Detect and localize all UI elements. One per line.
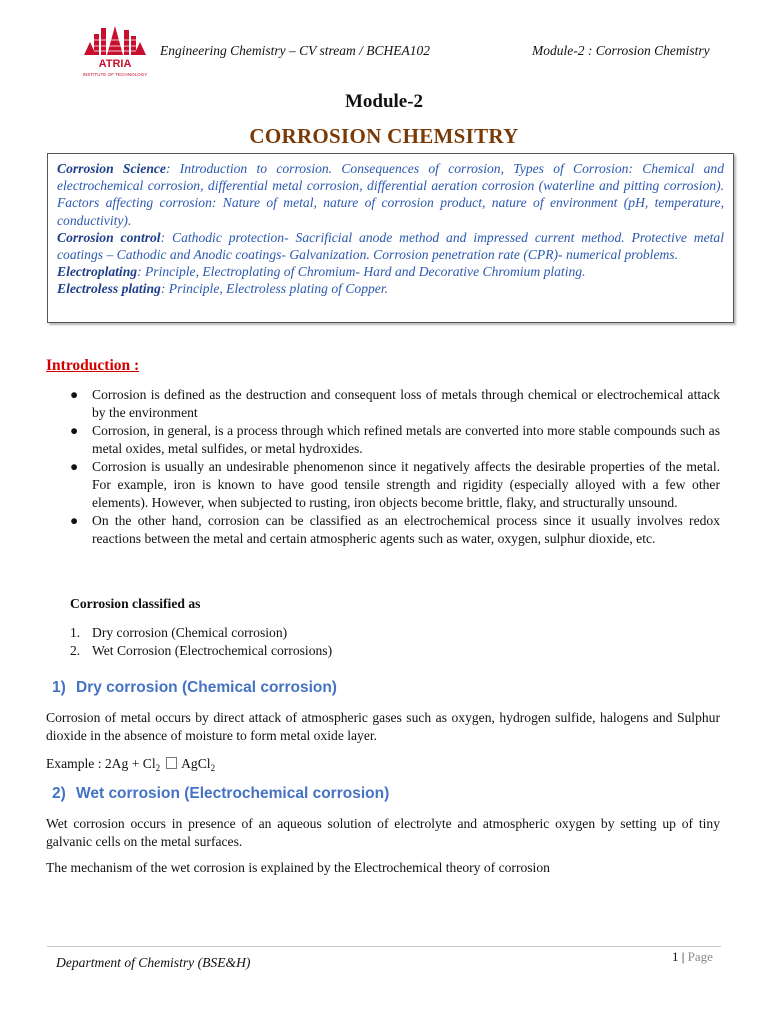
example-label: Example : 2Ag + Cl <box>46 756 156 771</box>
syllabus-corrosion-control <box>57 229 724 263</box>
page-number: 1 <box>672 949 679 964</box>
page-separator: | <box>681 949 685 964</box>
reaction-arrow-icon <box>166 757 177 769</box>
list-number: 2. <box>70 643 81 658</box>
wet-corrosion-mechanism: The mechanism of the wet corrosion is explained by the Electrochemical theory of corrosion <box>46 860 550 875</box>
introduction-heading: Introduction : <box>46 357 140 374</box>
page-title: CORROSION CHEMSITRY <box>249 124 519 148</box>
bullet-icon: ● <box>70 423 79 438</box>
list-item <box>70 512 720 548</box>
wet-corrosion-heading <box>52 785 389 803</box>
logo-wordmark: ATRIA <box>98 58 132 70</box>
logo-subtext: INSTITUTE OF TECHNOLOGY <box>82 72 148 77</box>
bullet-text: Corrosion is defined as the destruction and consequent loss of metals through chemical or electrochemical attack by the environment <box>92 387 720 420</box>
syllabus-text: : Cathodic protection- Sacrificial anode method and impressed current method. Protective metal coatings – Cathodic and Anodic coatings- Galvanization. Corrosion penetration rate (CPR)- numerical problems. <box>57 229 724 263</box>
atria-logo <box>80 20 150 80</box>
section-number: 2) <box>52 785 66 802</box>
subscript: 2 <box>210 763 216 773</box>
module-label: Module-2 <box>344 91 424 112</box>
footer-page-number <box>672 949 713 965</box>
syllabus-label: Electroplating <box>57 264 138 280</box>
syllabus-text: : Principle, Electroless plating of Copper. <box>160 281 389 297</box>
subscript: 2 <box>155 763 161 773</box>
bullet-text: On the other hand, corrosion can be classified as an electrochemical process since it usually involves redox reactions between the metal and certain atmospheric agents such as water, oxygen, sulphur dioxide, etc. <box>92 513 720 546</box>
list-item <box>70 422 720 458</box>
list-item <box>70 642 332 660</box>
list-text: Wet Corrosion (Electrochemical corrosions) <box>92 643 333 658</box>
list-text: Dry corrosion (Chemical corrosion) <box>92 625 288 640</box>
list-item <box>70 624 332 642</box>
syllabus-box <box>47 153 734 323</box>
list-item <box>70 386 720 422</box>
example-product: AgCl <box>181 756 211 771</box>
section-title: Wet corrosion (Electrochemical corrosion) <box>76 785 390 802</box>
list-item <box>70 458 720 512</box>
bullet-text: Corrosion is usually an undesirable phenomenon since it negatively affects the desirable properties of the metal. For example, iron is known to have good tensile strength and rigidity (especially alloyed with a few other elements). However, when subjected to rusting, iron objects become brittle, flaky, and structurally unsound. <box>92 459 720 510</box>
wet-corrosion-paragraph: Wet corrosion occurs in presence of an aqueous solution of electrolyte and atmospheric oxygen by setting up of tiny galvanic cells on the metal surfaces. <box>46 816 720 849</box>
syllabus-label: Corrosion Science <box>57 161 166 176</box>
header-module-title: Module-2 : Corrosion Chemistry <box>532 43 710 58</box>
classification-heading: Corrosion classified as <box>70 596 201 611</box>
bullet-text: Corrosion, in general, is a process through which refined metals are converted into more stable compounds such as metal oxides, metal sulfides, or metal hydroxides. <box>92 423 720 456</box>
bullet-icon: ● <box>70 459 79 474</box>
syllabus-label: Corrosion control <box>57 229 161 245</box>
syllabus-text: : Principle, Electroplating of Chromium- Hard and Decorative Chromium plating. <box>137 264 586 280</box>
syllabus-label: Electroless plating <box>57 281 161 297</box>
syllabus-text: : Introduction to corrosion. Consequences of corrosion, Types of Corrosion: Chemical and electrochemical corrosion, differential metal corrosion, differential aeration corrosion (waterline and pitting corrosion). Factors affecting corrosion: Nature of metal, nature of corrosion product, nature of environment (pH, temperature, conductivity). <box>57 161 724 228</box>
syllabus-electroless-plating <box>57 280 724 297</box>
list-number: 1. <box>70 625 81 640</box>
footer-divider <box>47 946 721 947</box>
dry-corrosion-example <box>46 755 720 777</box>
section-number: 1) <box>52 679 66 696</box>
syllabus-corrosion-science <box>57 160 724 229</box>
classification-list <box>70 624 332 660</box>
bullet-icon: ● <box>70 387 79 402</box>
dry-corrosion-paragraph: Corrosion of metal occurs by direct attack of atmospheric gases such as oxygen, hydrogen sulfide, halogens and Sulphur dioxide in the absence of moisture to form metal oxide layer. <box>46 710 720 743</box>
syllabus-electroplating <box>57 263 724 280</box>
dry-corrosion-heading <box>52 679 337 697</box>
header-course-title: Engineering Chemistry – CV stream / BCHEA102 <box>160 43 430 58</box>
page-label: Page <box>687 949 713 964</box>
introduction-bullet-list <box>70 386 720 548</box>
bullet-icon: ● <box>70 513 79 528</box>
footer-department: Department of Chemistry (BSE&H) <box>56 955 251 970</box>
section-title: Dry corrosion (Chemical corrosion) <box>76 679 337 696</box>
